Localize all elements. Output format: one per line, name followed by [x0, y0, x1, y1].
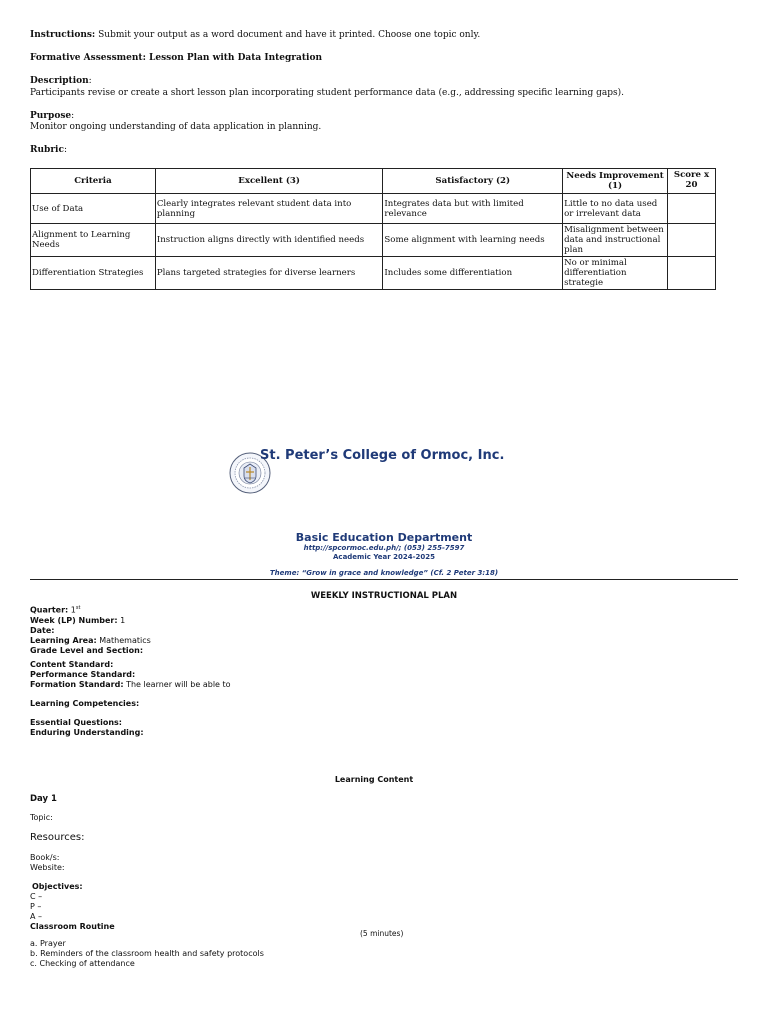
rubric-cell: Use of Data — [31, 194, 156, 224]
score-cell[interactable] — [668, 194, 716, 224]
rubric-cell: Differentiation Strategies — [31, 257, 156, 290]
academic-year: Academic Year 2024-2025 — [333, 553, 435, 561]
essential-questions-field: Essential Questions: — [30, 718, 123, 727]
objective-a: A – — [30, 912, 43, 921]
rubric-header-row — [31, 169, 716, 194]
description-text: Participants revise or create a short lesson plan incorporating student performance data (e.g., addressing specific learning gaps). — [30, 88, 624, 98]
rubric-label: Rubric — [30, 145, 64, 155]
rubric-cell: Clearly integrates relevant student data into planning — [155, 194, 383, 224]
table-row — [31, 257, 716, 290]
rubric-header: Satisfactory (2) — [383, 169, 563, 194]
school-name: St. Peter’s College of Ormoc, Inc. — [260, 448, 505, 463]
rubric-header: Score x 20 — [668, 169, 716, 194]
list-item: a. Prayer — [30, 939, 66, 948]
objectives-heading: Objectives: — [32, 882, 83, 891]
objective-c: C – — [30, 892, 43, 901]
week-field: Week (LP) Number: 1 — [30, 615, 126, 625]
grade-level-field: Grade Level and Section: — [30, 645, 144, 655]
topic-field: Topic: — [30, 813, 53, 822]
resources-fields — [30, 853, 65, 873]
list-item: c. Checking of attendance — [30, 959, 135, 968]
table-row — [31, 194, 716, 224]
competencies-field: Learning Competencies: — [30, 699, 140, 708]
rubric-cell: Integrates data but with limited relevance — [383, 194, 563, 224]
rubric-cell: No or minimal differentiation strategie — [563, 257, 668, 290]
school-contact-link[interactable]: http://spcormoc.edu.ph/; (053) 255-7597 — [303, 544, 465, 552]
score-cell[interactable] — [668, 257, 716, 290]
description-label: Description — [30, 76, 89, 86]
rubric-header: Excellent (3) — [155, 169, 383, 194]
description-label-line: Description: — [30, 76, 92, 86]
routine-time: (5 minutes) — [360, 929, 404, 938]
rubric-cell: Plans targeted strategies for diverse learners — [155, 257, 383, 290]
performance-standard-field: Performance Standard: — [30, 670, 136, 679]
routine-list — [30, 939, 264, 969]
rubric-header: Needs Improvement (1) — [563, 169, 668, 194]
rubric-cell: Instruction aligns directly with identified needs — [155, 224, 383, 257]
resources-heading: Resources: — [30, 832, 85, 843]
learning-area-field: Learning Area: Mathematics — [30, 635, 151, 645]
school-theme: Theme: “Grow in grace and knowledge” (Cf. 2 Peter 3:18) — [269, 569, 499, 577]
questions-fields — [30, 718, 144, 738]
plan-fields — [30, 603, 151, 656]
rubric-cell: Some alignment with learning needs — [383, 224, 563, 257]
rubric-cell: Misalignment between data and instructional plan — [563, 224, 668, 257]
plan-title: WEEKLY INSTRUCTIONAL PLAN — [310, 591, 458, 601]
day-heading: Day 1 — [30, 794, 57, 804]
website-field: Website: — [30, 863, 65, 872]
rubric-cell: Includes some differentiation — [383, 257, 563, 290]
books-field: Book/s: — [30, 853, 60, 862]
purpose-label: Purpose — [30, 111, 72, 121]
list-item: b. Reminders of the classroom health and safety protocols — [30, 949, 264, 958]
classroom-routine-heading: Classroom Routine — [30, 922, 115, 931]
instructions-text: Submit your output as a word document and have it printed. Choose one topic only. — [95, 30, 481, 40]
header-divider — [30, 579, 738, 580]
objective-p: P – — [30, 902, 42, 911]
purpose-text: Monitor ongoing understanding of data application in planning. — [30, 122, 322, 132]
rubric-cell: Alignment to Learning Needs — [31, 224, 156, 257]
instructions-label: Instructions: — [30, 30, 96, 40]
rubric-header: Criteria — [31, 169, 156, 194]
content-standard-field: Content Standard: — [30, 660, 114, 669]
rubric-table — [30, 168, 716, 290]
formation-standard-field: Formation Standard: The learner will be able to — [30, 680, 231, 689]
quarter-field: Quarter: 1st — [30, 605, 81, 615]
department-name: Basic Education Department — [295, 531, 473, 544]
objectives-block — [30, 882, 115, 932]
learning-content-heading: Learning Content — [334, 775, 414, 784]
standards-fields — [30, 660, 231, 690]
score-cell[interactable] — [668, 224, 716, 257]
table-row — [31, 224, 716, 257]
enduring-understanding-field: Enduring Understanding: — [30, 728, 144, 737]
instructions-line — [30, 30, 480, 41]
rubric-cell: Little to no data used or irrelevant data — [563, 194, 668, 224]
assessment-title: Formative Assessment: Lesson Plan with Data Integration — [30, 53, 322, 63]
purpose-label-line: Purpose: — [30, 111, 75, 121]
rubric-label-line: Rubric: — [30, 145, 68, 155]
date-field: Date: — [30, 625, 55, 635]
